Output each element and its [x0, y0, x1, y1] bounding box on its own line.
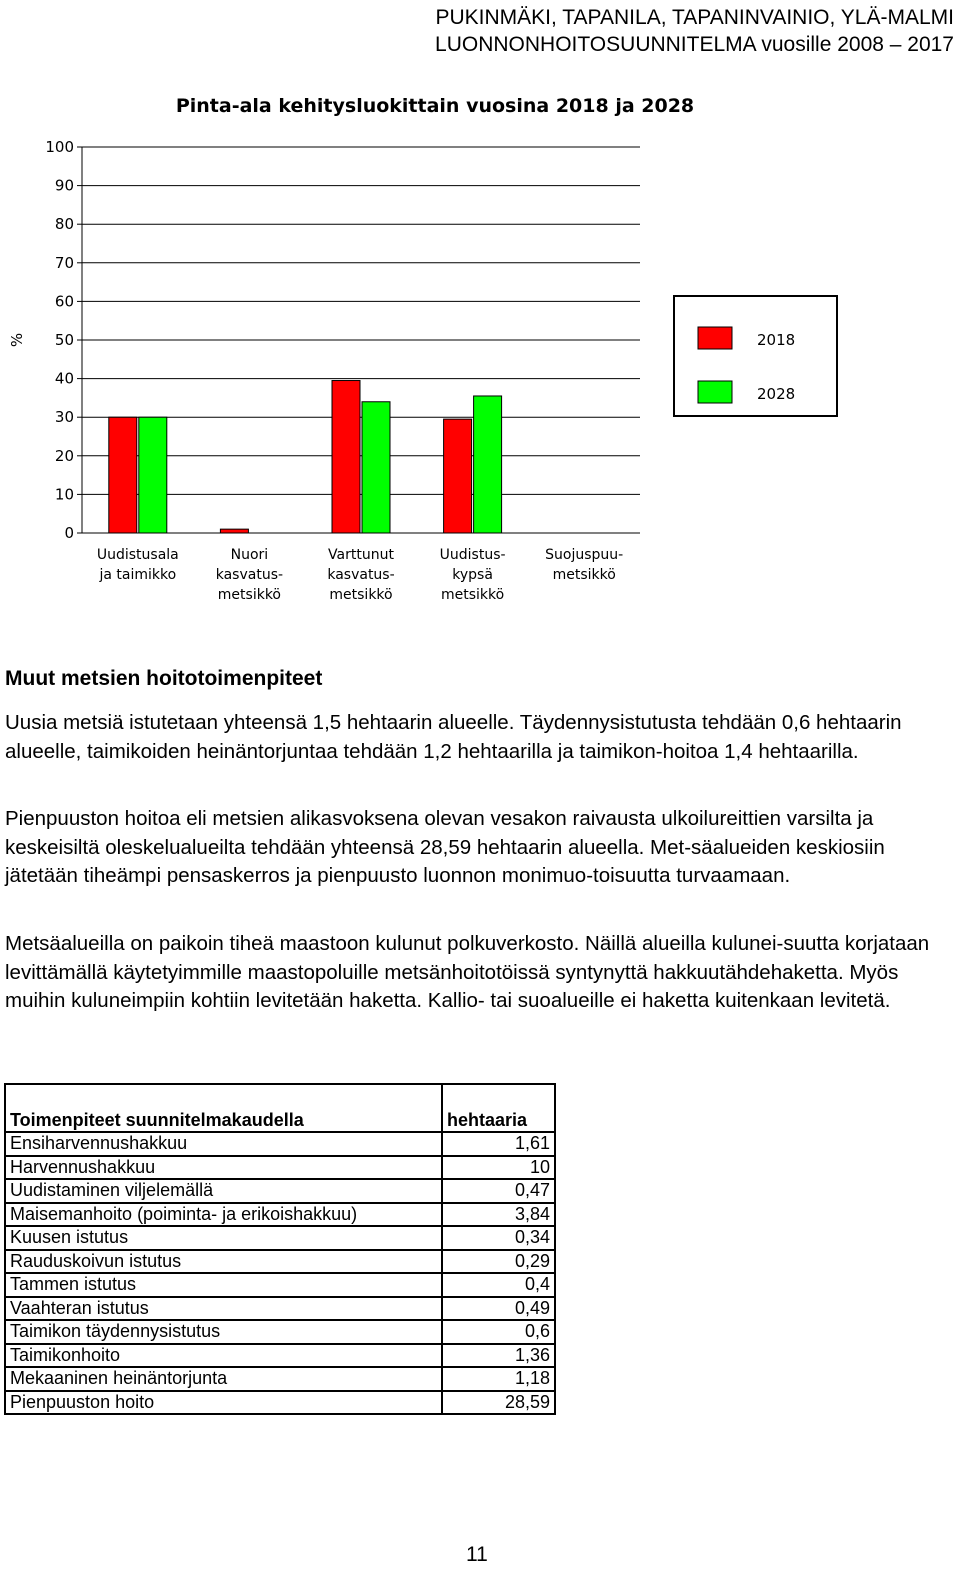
measure-name: Uudistaminen viljelemällä: [5, 1179, 442, 1203]
measure-hectares: 1,36: [442, 1344, 555, 1368]
measure-hectares: 1,61: [442, 1132, 555, 1156]
y-tick-label: 90: [54, 176, 74, 195]
measure-hectares: 0,4: [442, 1273, 555, 1297]
y-tick-label: 60: [54, 292, 74, 311]
y-tick-label: 10: [54, 485, 74, 504]
legend-label-2028: 2028: [757, 385, 796, 403]
bar-2018: [109, 417, 137, 533]
measure-hectares: 0,47: [442, 1179, 555, 1203]
x-category-label: Suojuspuu-metsikkö: [545, 547, 624, 583]
measure-hectares: 1,18: [442, 1367, 555, 1391]
table-row: [5, 1297, 555, 1321]
y-tick-label: 100: [45, 138, 74, 156]
measure-name: Vaahteran istutus: [5, 1297, 442, 1321]
table-row: [5, 1391, 555, 1415]
measure-name: Taimikonhoito: [5, 1344, 442, 1368]
bar-2018: [444, 419, 472, 533]
table-row: [5, 1320, 555, 1344]
y-tick-label: 40: [54, 369, 74, 388]
table-row: [5, 1226, 555, 1250]
legend-swatch-2028: [698, 381, 732, 403]
development-class-bar-chart: [0, 82, 960, 612]
table-row: [5, 1273, 555, 1297]
y-tick-label: 70: [54, 253, 74, 272]
page-header: [435, 4, 954, 58]
y-tick-label: 30: [54, 408, 74, 427]
measure-hectares: 28,59: [442, 1391, 555, 1415]
measure-name: Pienpuuston hoito: [5, 1391, 442, 1415]
y-tick-label: 0: [64, 524, 74, 542]
header-plan-title: LUONNONHOITOSUUNNITELMA vuosille 2008 – 2017: [435, 33, 954, 56]
bar-2018: [332, 381, 360, 533]
paragraph-paths: Metsäalueilla on paikoin tiheä maastoon kulunut polkuverkosto. Näillä alueilla kulunei-suutta korjataan levittämällä käytetyimmille maastopoluille metsänhoitotöissä syntynyttä hakkuutähdehaketta. Myös muihin kuluneimpiin kohtiin levitetään haketta. Kallio- tai suoalueille ei haketta kuitenkaan levitetä.: [5, 932, 930, 1012]
measure-hectares: 10: [442, 1156, 555, 1180]
measure-name: Taimikon täydennysistutus: [5, 1320, 442, 1344]
page-number: 11: [466, 1543, 488, 1566]
x-category-label: Uudistusala ja taimikko: [96, 547, 179, 583]
measure-name: Maisemanhoito (poiminta- ja erikoishakkuu): [5, 1203, 442, 1227]
measure-name: Ensiharvennushakkuu: [5, 1132, 442, 1156]
bar-2028: [362, 402, 390, 533]
table-row: [5, 1367, 555, 1391]
measure-name: Mekaaninen heinäntorjunta: [5, 1367, 442, 1391]
table-header-row: [5, 1084, 555, 1132]
paragraph-undergrowth: Pienpuuston hoitoa eli metsien alikasvoksena olevan vesakon raivausta ulkoilureittien varsilta ja keskeisiltä oleskelualueilta tehdään yhteensä 28,59 hehtaarin alueella. Met-säalueiden keskiosiin jätetään tiheämpi pensaskerros ja pienpuusto luonnon monimuo-toisuutta turvaamaan.: [5, 807, 885, 887]
x-category-label: Varttunut kasvatus-metsikkö: [327, 547, 395, 603]
y-tick-label: 20: [54, 446, 74, 465]
legend-swatch-2018: [698, 327, 732, 349]
measure-name: Harvennushakkuu: [5, 1156, 442, 1180]
y-tick-label: 80: [54, 215, 74, 234]
measure-hectares: 0,34: [442, 1226, 555, 1250]
y-tick-label: 50: [54, 331, 74, 349]
bar-2028: [474, 396, 502, 533]
measures-table: [4, 1083, 556, 1415]
section-title: Muut metsien hoitotoimenpiteet: [5, 667, 323, 690]
measure-name: Kuusen istutus: [5, 1226, 442, 1250]
table-row: [5, 1250, 555, 1274]
measure-hectares: 3,84: [442, 1203, 555, 1227]
bar-2018: [220, 529, 248, 533]
legend-label-2018: 2018: [757, 331, 796, 349]
measure-hectares: 0,6: [442, 1320, 555, 1344]
column-header-measure: Toimenpiteet suunnitelmakaudella: [5, 1084, 442, 1132]
table-row: [5, 1156, 555, 1180]
measure-name: Tammen istutus: [5, 1273, 442, 1297]
table-row: [5, 1203, 555, 1227]
paragraph-planting: Uusia metsiä istutetaan yhteensä 1,5 hehtaarin alueelle. Täydennysistutusta tehdään 0,6 hehtaarin alueelle, taimikoiden heinäntorjuntaa tehdään 1,2 hehtaarilla ja taimikon-hoitoa 1,4 hehtaarilla.: [5, 711, 902, 763]
x-category-label: Nuori kasvatus-metsikkö: [215, 547, 284, 603]
chart-title: Pinta-ala kehitysluokittain vuosina 2018 ja 2028: [175, 95, 695, 117]
x-category-label: Uudistus-kypsä metsikkö: [439, 547, 506, 603]
bar-2028: [139, 417, 167, 533]
y-axis-label: %: [8, 332, 26, 348]
measure-hectares: 0,29: [442, 1250, 555, 1274]
table-row: [5, 1132, 555, 1156]
header-location: PUKINMÄKI, TAPANILA, TAPANINVAINIO, YLÄ-MALMI: [435, 6, 954, 29]
measure-name: Rauduskoivun istutus: [5, 1250, 442, 1274]
table-row: [5, 1179, 555, 1203]
table-row: [5, 1344, 555, 1368]
measure-hectares: 0,49: [442, 1297, 555, 1321]
column-header-hectares: hehtaaria: [442, 1084, 555, 1132]
